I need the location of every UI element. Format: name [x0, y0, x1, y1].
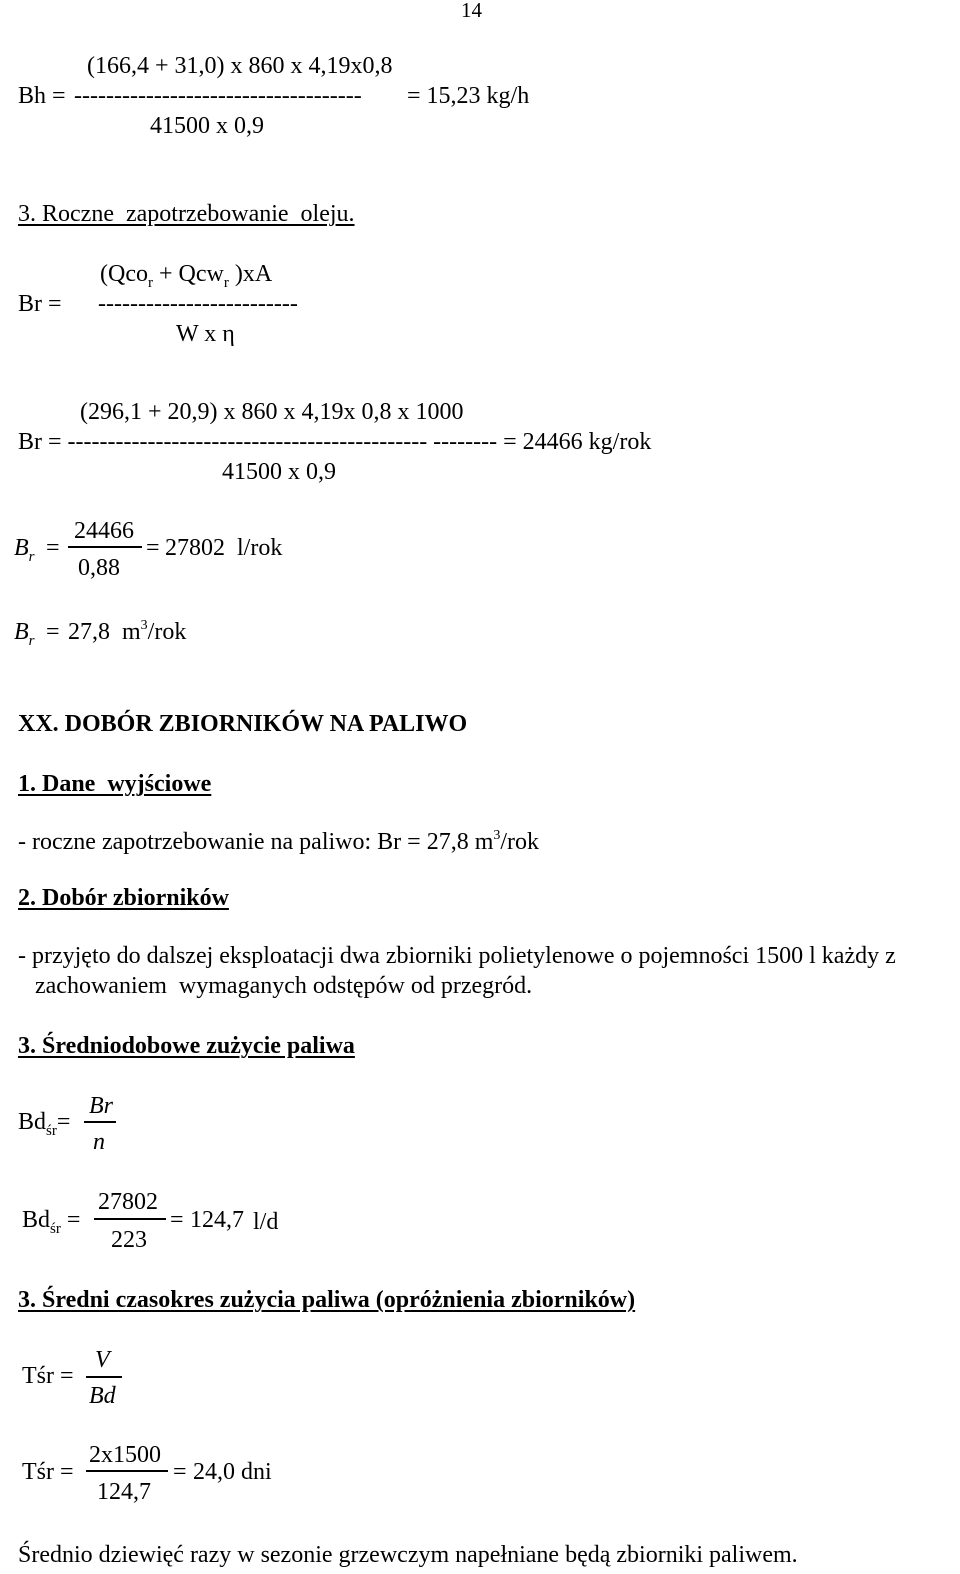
bd-calc-eq2: =	[170, 1207, 184, 1233]
bd-denominator: n	[93, 1129, 105, 1155]
br-lhs: Br =	[18, 291, 62, 317]
br-liters-eq2: =	[146, 535, 160, 561]
br-calc-numerator: (296,1 + 20,9) x 860 x 4,19x 0,8 x 1000	[80, 399, 464, 425]
t-calc-result: 24,0 dni	[193, 1459, 272, 1485]
section-heading-depletion-period: 3. Średni czasokres zużycia paliwa (opróżnienia zbiorników)	[18, 1287, 636, 1313]
br-calc-denominator: 41500 x 0,9	[222, 459, 336, 485]
bh-result: = 15,23 kg/h	[407, 83, 530, 109]
bd-calc-lhs: $Bd_{śr}$ =	[22, 1207, 81, 1237]
bh-dashes: ------------------------------------	[74, 83, 362, 109]
bd-calc-numerator: 27802	[98, 1189, 158, 1215]
bd-calc-denominator: 223	[111, 1227, 147, 1253]
br-dashes: -------------------------	[98, 291, 298, 317]
fraction-bar	[94, 1218, 166, 1220]
section-heading-daily-usage: 3. Średniodobowe zużycie paliwa	[18, 1033, 355, 1059]
t-calc-eq: =	[173, 1459, 187, 1485]
br-liters-result: 27802 l/rok	[165, 535, 283, 561]
bh-denominator: 41500 x 0,9	[150, 113, 264, 139]
fraction-bar	[68, 546, 142, 548]
br-calc-line: Br = --------------------------------------------- -------- = 24466 kg/rok	[18, 429, 652, 455]
section-heading-input-data: 1. Dane wyjściowe	[18, 771, 212, 797]
bh-numerator: (166,4 + 31,0) x 860 x 4,19x0,8	[87, 53, 393, 79]
section-heading-annual-oil: 3. Roczne zapotrzebowanie oleju.	[18, 201, 355, 227]
t-numerator: V	[95, 1347, 110, 1373]
bd-calc-result: 124,7	[190, 1207, 244, 1233]
t-denominator: Bd	[89, 1383, 116, 1409]
chapter-heading: XX. DOBÓR ZBIORNIKÓW NA PALIWO	[18, 711, 468, 737]
closing-sentence: Średnio dziewięć razy w sezonie grzewczym napełniane będą zbiorniki paliwem.	[18, 1542, 798, 1568]
bd-calc-unit: l/d	[253, 1209, 279, 1235]
br-liters-denominator: 0,88	[78, 555, 120, 581]
br-numerator: (Qco$_r$ + Qcw$_r$ )xA	[100, 261, 273, 291]
fraction-bar	[84, 1121, 116, 1123]
page-number: 14	[461, 0, 482, 22]
br-m3-value: 27,8 $m^3$/rok	[68, 618, 187, 645]
section-heading-tank-selection: 2. Dobór zbiorników	[18, 885, 229, 911]
t-calc-lhs: Tśr =	[22, 1459, 74, 1485]
br-liters-eq1: =	[46, 535, 60, 561]
t-calc-numerator: 2x1500	[89, 1442, 161, 1468]
bd-numerator: Br	[89, 1093, 113, 1119]
br-liters-symbol: $B_r$	[14, 535, 35, 565]
input-data-text: - roczne zapotrzebowanie na paliwo: Br = 27,8 $m^3$/rok	[18, 828, 540, 855]
fraction-bar	[86, 1376, 122, 1378]
br-m3-symbol: $B_r$	[14, 619, 35, 649]
fraction-bar	[86, 1470, 168, 1472]
br-denominator: W x η	[176, 321, 235, 347]
t-lhs: Tśr =	[22, 1363, 74, 1389]
br-m3-eq: =	[46, 619, 60, 645]
tank-selection-line1: - przyjęto do dalszej eksploatacji dwa zbiorniki polietylenowe o pojemności 1500 l każdy z	[18, 943, 896, 969]
bh-lhs: Bh =	[18, 83, 72, 109]
bd-lhs: $Bd_{śr}=$	[18, 1109, 71, 1139]
tank-selection-line2: zachowaniem wymaganych odstępów od przegród.	[35, 973, 533, 999]
t-calc-denominator: 124,7	[97, 1479, 151, 1505]
br-liters-numerator: 24466	[74, 518, 134, 544]
